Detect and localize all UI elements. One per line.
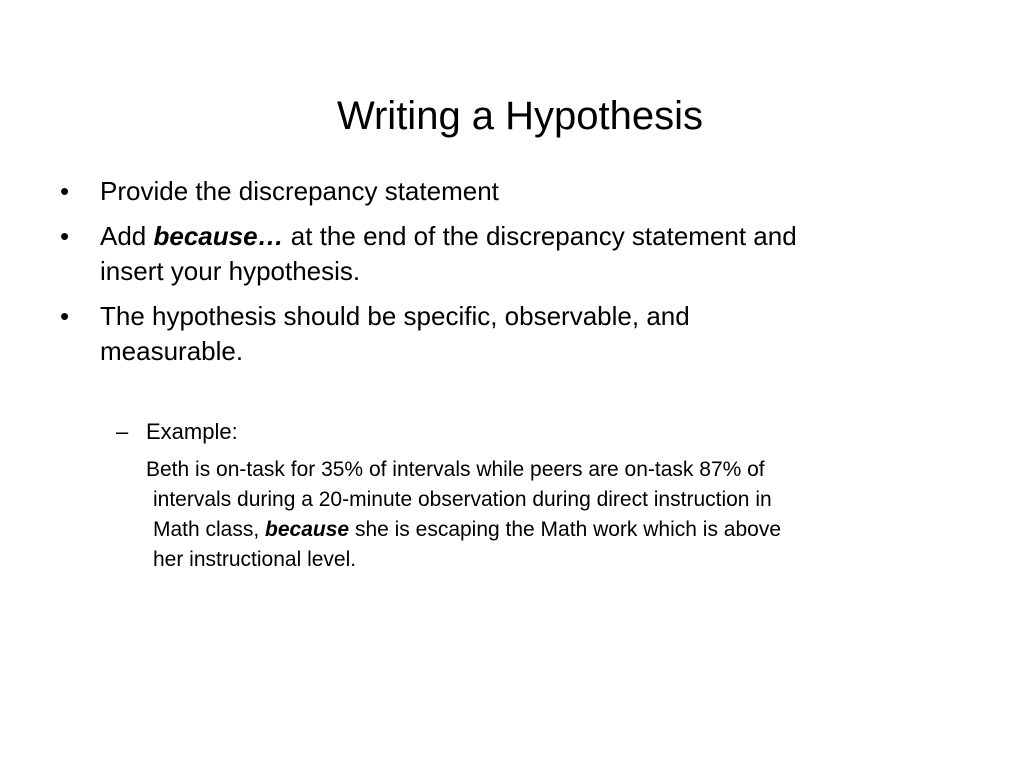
bullet-emphasis: because… — [153, 221, 284, 251]
example-line-text: intervals during a 20-minute observation during direct instruction in — [153, 488, 772, 511]
sub-bullet — [116, 417, 238, 447]
bullet-text: Provide the discrepancy statement — [100, 176, 499, 206]
example-line — [153, 485, 956, 515]
dash-icon: – — [116, 419, 129, 444]
bullet-text-post: at the end of the discrepancy statement and — [283, 221, 797, 251]
bullet-item — [60, 299, 960, 369]
bullet-icon: • — [60, 301, 70, 331]
bullet-text: The hypothesis should be specific, observable, and — [100, 301, 690, 331]
bullet-text-pre: Add — [100, 221, 154, 251]
sub-bullet-label: Example: — [146, 419, 238, 444]
example-line-text: her instructional level. — [153, 548, 357, 571]
bullet-list — [60, 174, 960, 379]
example-emphasis: because — [265, 518, 350, 541]
example-line-text: Math class, — [153, 518, 266, 541]
bullet-item — [60, 174, 960, 209]
bullet-text-continuation: measurable. — [100, 336, 244, 366]
bullet-item — [60, 219, 960, 289]
bullet-icon: • — [60, 176, 70, 206]
example-paragraph — [138, 455, 956, 575]
example-line — [153, 515, 956, 545]
example-line-text: she is escaping the Math work which is above — [349, 518, 781, 541]
bullet-icon: • — [60, 221, 70, 251]
example-line: Beth is on-task for 35% of intervals while peers are on-task 87% of — [146, 458, 765, 481]
slide-title: Writing a Hypothesis — [336, 94, 704, 138]
example-line — [153, 545, 956, 575]
bullet-text-continuation: insert your hypothesis. — [100, 256, 361, 286]
